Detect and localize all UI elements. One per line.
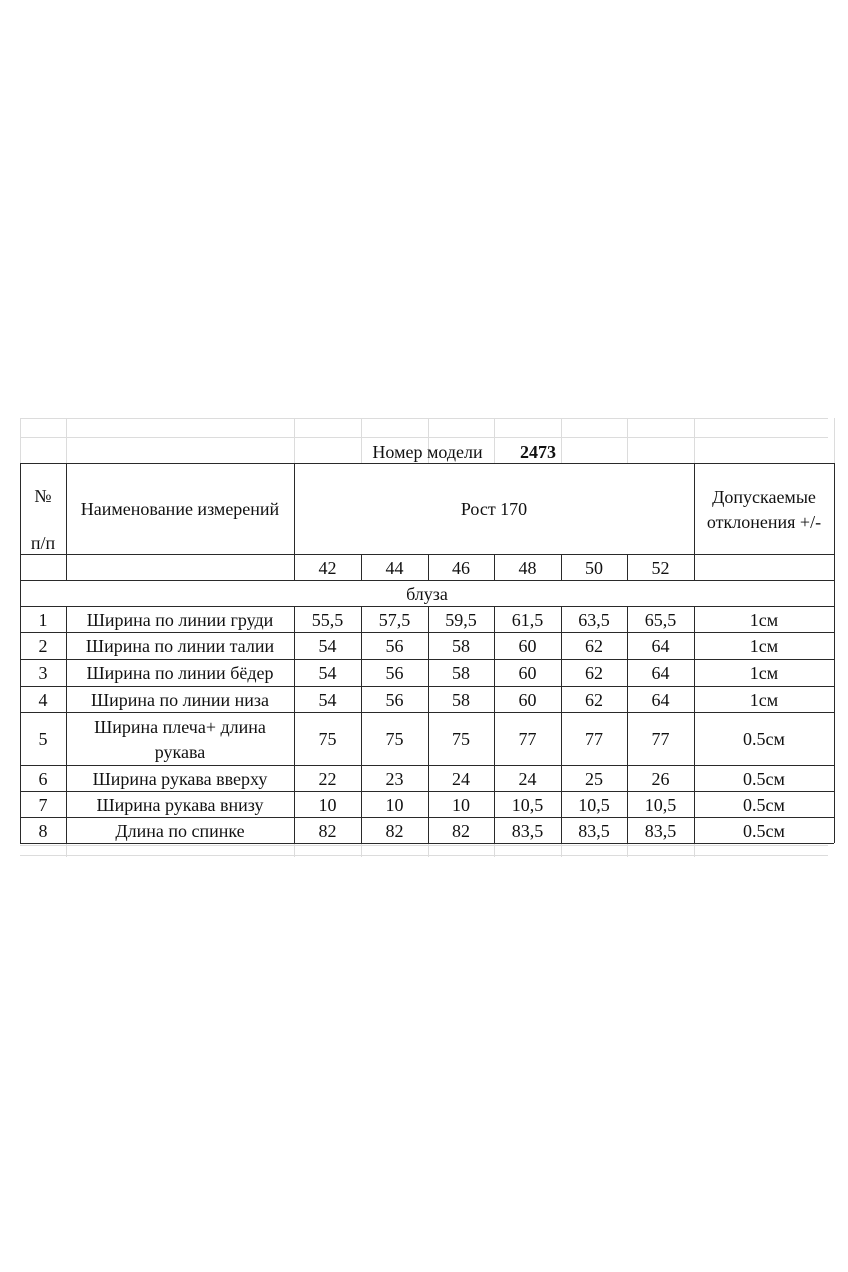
row-value: 61,5	[511, 609, 544, 630]
row-name: Ширина по линии бёдер	[86, 663, 274, 683]
row-value: 24	[518, 768, 537, 789]
row-value: 75	[385, 729, 404, 749]
row-value: 54	[318, 689, 337, 710]
section-title: блуза	[406, 583, 448, 604]
table-border	[834, 463, 835, 843]
size-header: 50	[585, 558, 603, 578]
size-header: 46	[452, 558, 470, 578]
row-value: 22	[318, 768, 337, 789]
gridline	[20, 845, 828, 846]
gridline	[694, 843, 695, 857]
gridline	[361, 843, 362, 857]
row-value: 58	[452, 663, 470, 683]
row-name: Ширина по линии талии	[85, 636, 275, 656]
row-tolerance: 1см	[749, 689, 779, 710]
gridline	[627, 418, 628, 464]
row-number: 3	[38, 663, 48, 683]
row-value: 62	[585, 689, 603, 710]
gridline	[20, 855, 828, 856]
row-tolerance: 0.5см	[743, 729, 785, 749]
row-value: 83,5	[644, 820, 677, 841]
row-value: 64	[651, 689, 670, 710]
row-number: 5	[38, 729, 48, 749]
row-number: 1	[38, 609, 48, 630]
header-measurement-name: Наименование измерений	[80, 499, 280, 519]
row-value: 63,5	[578, 609, 610, 630]
gridline	[561, 843, 562, 857]
row-value: 26	[651, 768, 670, 789]
model-label: Номер модели	[372, 442, 483, 462]
gridline	[494, 843, 495, 857]
row-number: 7	[38, 794, 48, 815]
row-value: 75	[318, 729, 337, 749]
row-value: 10,5	[644, 794, 677, 815]
gridline	[494, 418, 495, 464]
row-value: 77	[651, 729, 670, 749]
row-value: 64	[651, 663, 670, 683]
row-value: 82	[318, 820, 337, 841]
row-value: 55,5	[311, 609, 344, 630]
row-value: 10,5	[578, 794, 610, 815]
gridline	[428, 843, 429, 857]
row-value: 60	[518, 689, 537, 710]
header-tolerance-line1: Допускаемые	[712, 487, 816, 507]
size-header: 48	[518, 558, 537, 578]
row-number: 2	[38, 636, 48, 656]
row-value: 82	[385, 820, 404, 841]
row-value: 58	[452, 636, 470, 656]
header-height: Рост 170	[460, 499, 528, 519]
row-name-line1: Ширина плеча+ длина	[94, 717, 266, 737]
row-value: 77	[518, 729, 537, 749]
row-value: 10	[385, 794, 404, 815]
row-name: Длина по спинке	[115, 820, 245, 841]
gridline	[20, 437, 828, 438]
row-number: 8	[38, 820, 48, 841]
gridline	[66, 843, 67, 857]
row-value: 10	[318, 794, 337, 815]
row-number: 6	[38, 768, 48, 789]
row-value: 23	[385, 768, 404, 789]
row-name: Ширина рукава вверху	[92, 768, 268, 789]
row-name: Ширина по линии груди	[86, 609, 274, 630]
gridline	[627, 843, 628, 857]
header-number-sign: №	[34, 486, 52, 506]
gridline	[20, 418, 828, 419]
row-tolerance: 1см	[749, 609, 779, 630]
row-value: 82	[452, 820, 470, 841]
row-name: Ширина рукава внизу	[96, 794, 264, 815]
row-value: 64	[651, 636, 670, 656]
size-header: 42	[318, 558, 337, 578]
table-border	[66, 463, 67, 580]
row-value: 60	[518, 636, 537, 656]
header-number-pp: п/п	[30, 533, 56, 553]
gridline	[834, 418, 835, 464]
row-tolerance: 0.5см	[743, 794, 785, 815]
row-value: 24	[452, 768, 470, 789]
row-value: 56	[385, 663, 404, 683]
row-value: 77	[585, 729, 603, 749]
gridline	[694, 418, 695, 464]
model-number: 2473	[520, 442, 556, 462]
table-border	[20, 843, 834, 844]
header-tolerance-line2: отклонения +/-	[706, 512, 822, 532]
row-value: 25	[585, 768, 603, 789]
row-value: 62	[585, 636, 603, 656]
row-value: 54	[318, 663, 337, 683]
table-border	[20, 463, 834, 464]
gridline	[294, 418, 295, 464]
row-value: 60	[518, 663, 537, 683]
row-value: 10,5	[511, 794, 544, 815]
row-value: 56	[385, 636, 404, 656]
size-header: 52	[651, 558, 670, 578]
row-value: 56	[385, 689, 404, 710]
row-tolerance: 0.5см	[743, 820, 785, 841]
row-value: 10	[452, 794, 470, 815]
row-value: 58	[452, 689, 470, 710]
row-tolerance: 1см	[749, 663, 779, 683]
gridline	[294, 843, 295, 857]
row-name: Ширина по линии низа	[90, 689, 270, 710]
row-value: 83,5	[578, 820, 610, 841]
row-tolerance: 0.5см	[743, 768, 785, 789]
gridline	[66, 418, 67, 464]
row-value: 75	[452, 729, 470, 749]
row-tolerance: 1см	[749, 636, 779, 656]
row-name-line2: рукава	[154, 742, 206, 762]
row-value: 54	[318, 636, 337, 656]
row-value: 59,5	[445, 609, 477, 630]
row-value: 65,5	[644, 609, 677, 630]
size-header: 44	[385, 558, 404, 578]
row-value: 62	[585, 663, 603, 683]
gridline	[20, 418, 21, 464]
row-value: 57,5	[378, 609, 411, 630]
row-number: 4	[38, 689, 48, 710]
row-value: 83,5	[511, 820, 544, 841]
